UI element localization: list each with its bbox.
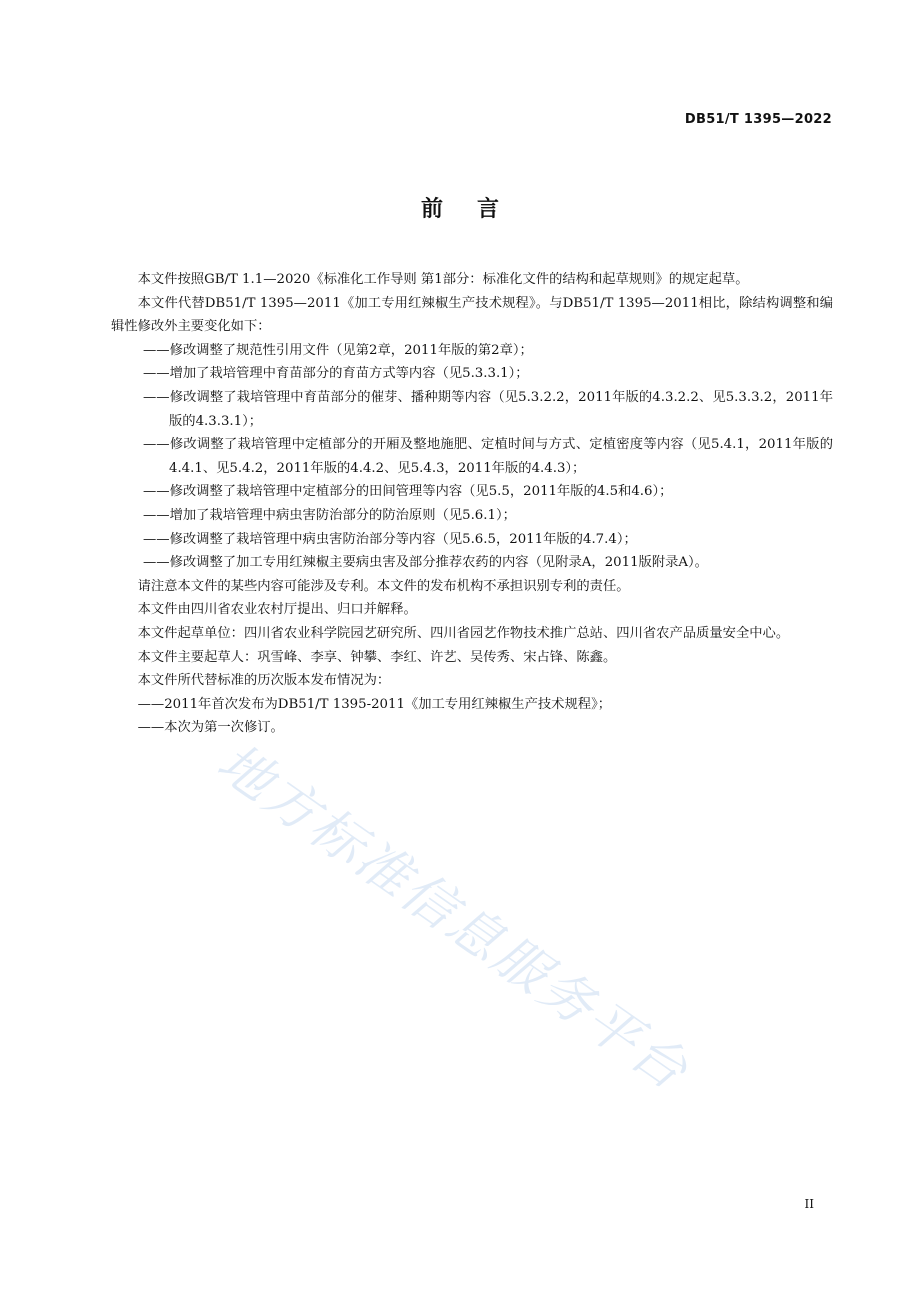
change-list-item: ——修改调整了加工专用红辣椒主要病虫害及部分推荐农药的内容（见附录A，2011版附录A）。 xyxy=(143,555,708,571)
watermark: 地方标准信息服务平台 xyxy=(206,731,700,1104)
change-list-item: ——修改调整了栽培管理中病虫害防治部分等内容（见5.6.5，2011年版的4.7.4）； xyxy=(143,531,637,547)
page-number: II xyxy=(804,1197,814,1211)
paragraph: 本文件代替DB51/T 1395—2011《加工专用红辣椒生产技术规程》。与DB51/T 1395—2011相比，除结构调整和编辑性修改外主要变化如下： xyxy=(111,295,833,335)
change-list-item: ——增加了栽培管理中病虫害防治部分的防治原则（见5.6.1）； xyxy=(143,507,516,523)
change-list-item: ——增加了栽培管理中育苗部分的育苗方式等内容（见5.3.3.1）； xyxy=(143,366,529,382)
paragraph: 本文件所代替标准的历次版本发布情况为： xyxy=(137,673,391,689)
paragraph: 本文件起草单位：四川省农业科学院园艺研究所、四川省园艺作物技术推广总站、四川省农产品质量安全中心。 xyxy=(137,625,790,641)
paragraph: ——2011年首次发布为DB51/T 1395-2011《加工专用红辣椒生产技术规程》； xyxy=(137,696,612,712)
paragraph: ——本次为第一次修订。 xyxy=(137,720,284,736)
foreword-body xyxy=(111,268,833,740)
change-list-item: ——修改调整了栽培管理中育苗部分的催芽、播种期等内容（见5.3.2.2，2011年版的4.3.2.2、见5.3.3.2，2011年版的4.3.3.1）； xyxy=(143,389,833,429)
document-id: DB51/T 1395—2022 xyxy=(684,112,832,127)
paragraph: 请注意本文件的某些内容可能涉及专利。本文件的发布机构不承担识别专利的责任。 xyxy=(137,578,630,594)
paragraph: 本文件按照GB/T 1.1—2020《标准化工作导则 第1部分：标准化文件的结构和起草规则》的规定起草。 xyxy=(137,272,749,287)
change-list-item: ——修改调整了栽培管理中定植部分的田间管理等内容（见5.5，2011年版的4.5和4.6）； xyxy=(143,484,673,500)
paragraph: 本文件由四川省农业农村厅提出、归口并解释。 xyxy=(137,602,417,618)
change-list-item: ——修改调整了栽培管理中定植部分的开厢及整地施肥、定植时间与方式、定植密度等内容（见5.4.1，2011年版的4.4.1、见5.4.2，2011年版的4.4.2、见5.4.3，2011年版的4.4.3）； xyxy=(143,437,833,476)
page-title: 前言 xyxy=(420,197,533,222)
paragraph: 本文件主要起草人：巩雪峰、李享、钟攀、李红、许艺、吴传秀、宋占锋、陈鑫。 xyxy=(137,649,617,665)
change-list-item: ——修改调整了规范性引用文件（见第2章，2011年版的第2章）； xyxy=(143,342,533,358)
